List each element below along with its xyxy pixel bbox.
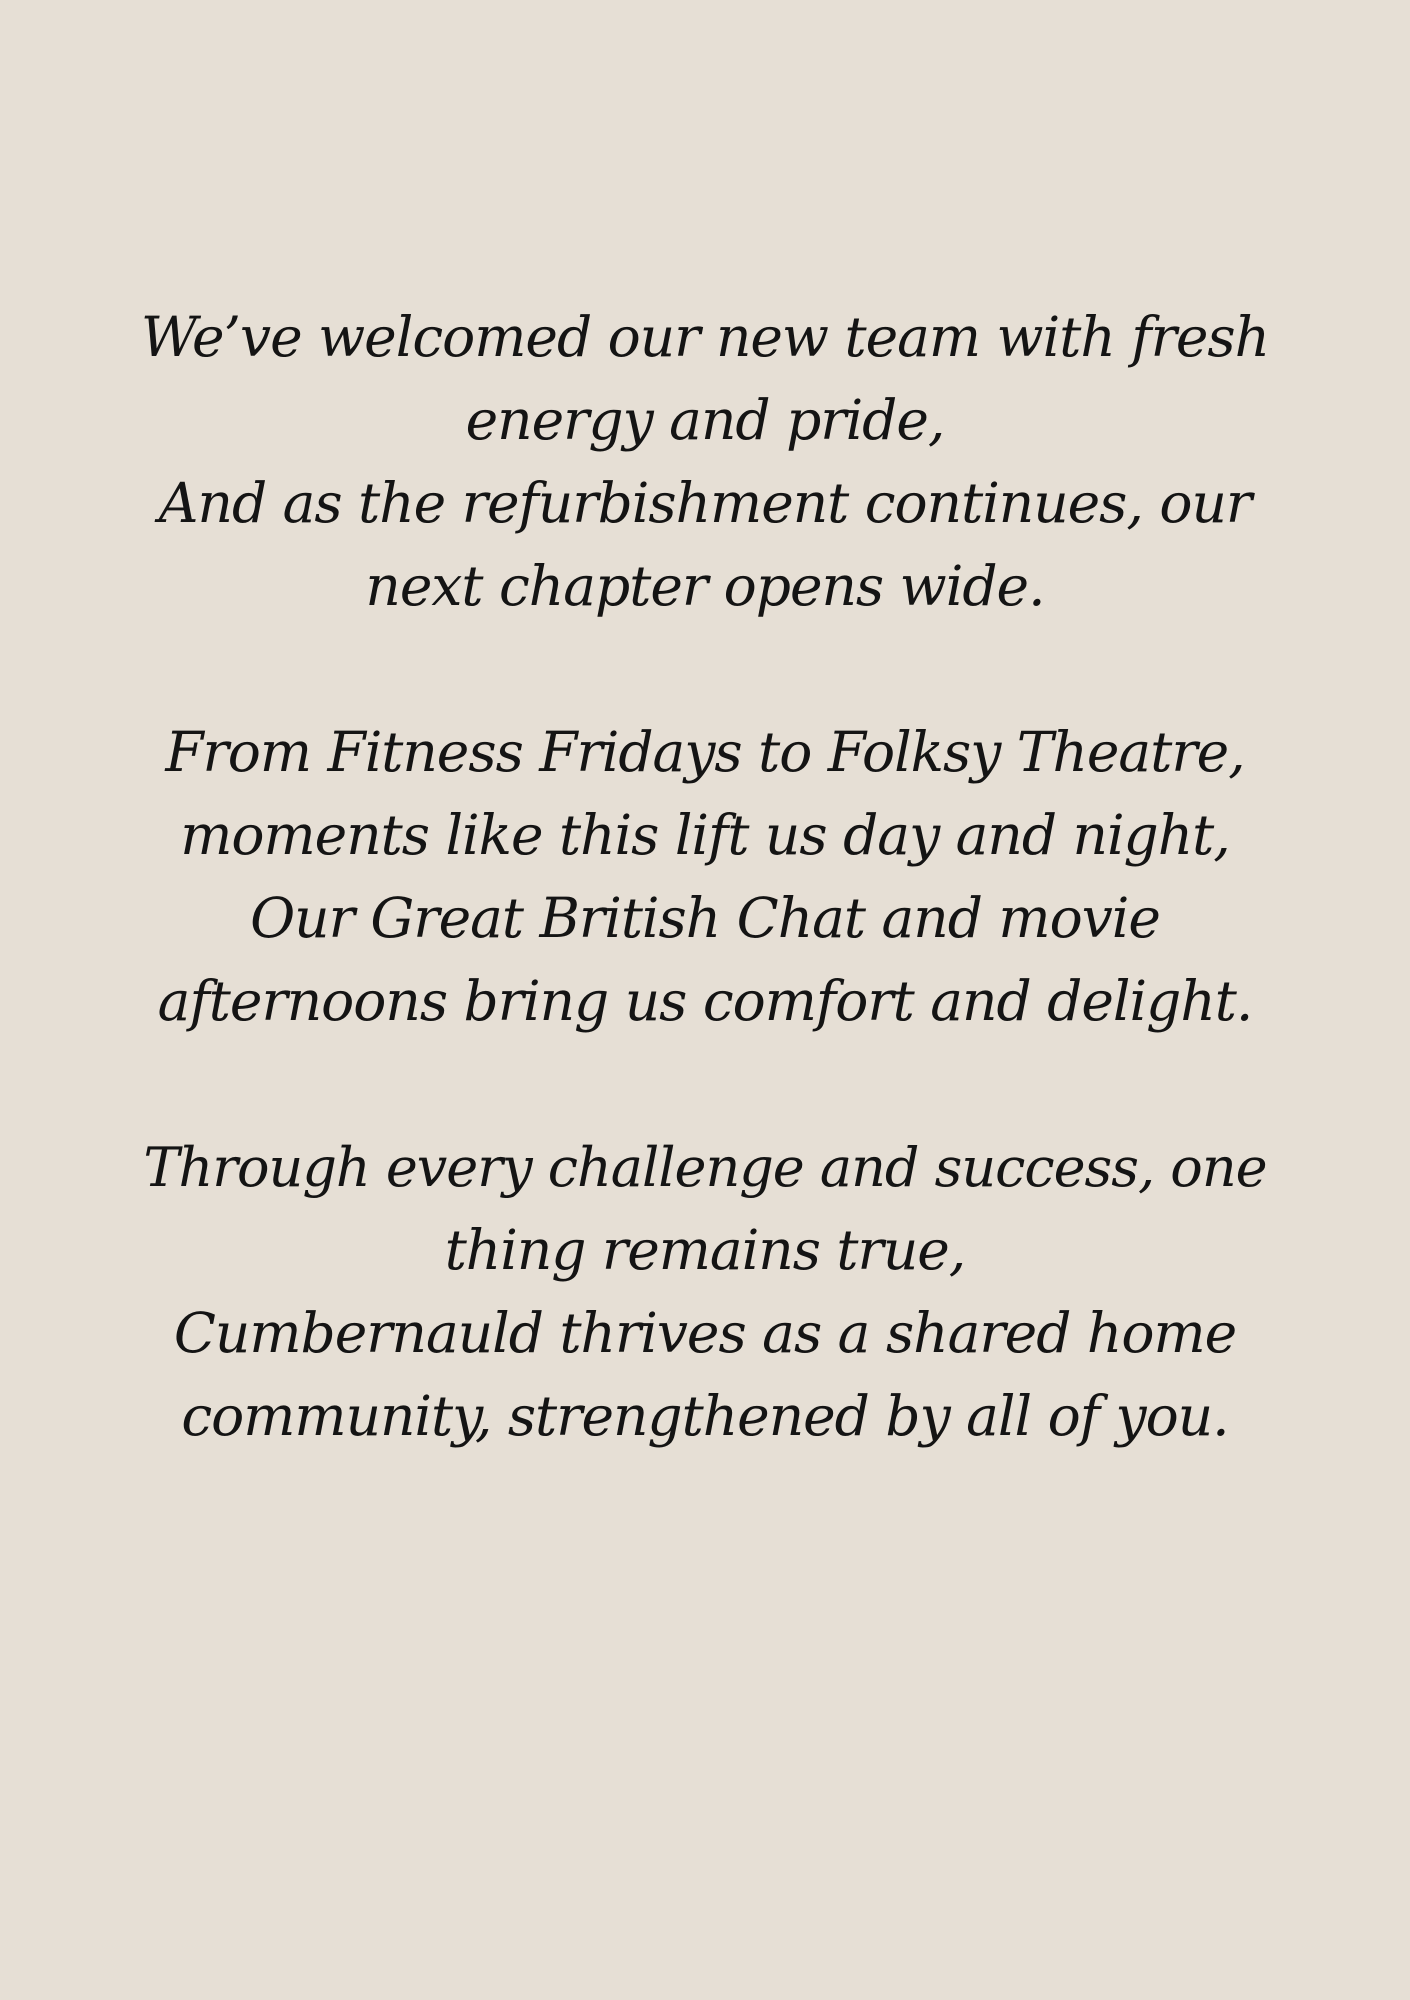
poem-line: moments like this lift us day and night, [180, 803, 1230, 867]
poem-line: Through every challenge and success, one [143, 1136, 1267, 1199]
poem-stanza-2 [140, 711, 1270, 1043]
poem-line: afternoons bring us comfort and delight. [157, 969, 1253, 1033]
poem-line: next chapter opens wide. [365, 554, 1045, 618]
poem-text [140, 296, 1270, 1458]
poem-line: And as the refurbishment continues, our [158, 471, 1252, 535]
poem-line: We’ve welcomed our new team with fresh [140, 305, 1270, 369]
poem-line: Our Great British Chat and movie [250, 886, 1160, 950]
poem-line: energy and pride, [465, 388, 945, 452]
poem-line: thing remains true, [444, 1218, 966, 1282]
poem-line: community, strengthened by all of you. [181, 1384, 1229, 1448]
poem-stanza-1 [140, 296, 1270, 628]
poem-line: Cumbernauld thrives as a shared home [173, 1301, 1237, 1365]
poem-line: From Fitness Fridays to Folksy Theatre, [165, 720, 1245, 784]
poem-stanza-3 [140, 1126, 1270, 1458]
